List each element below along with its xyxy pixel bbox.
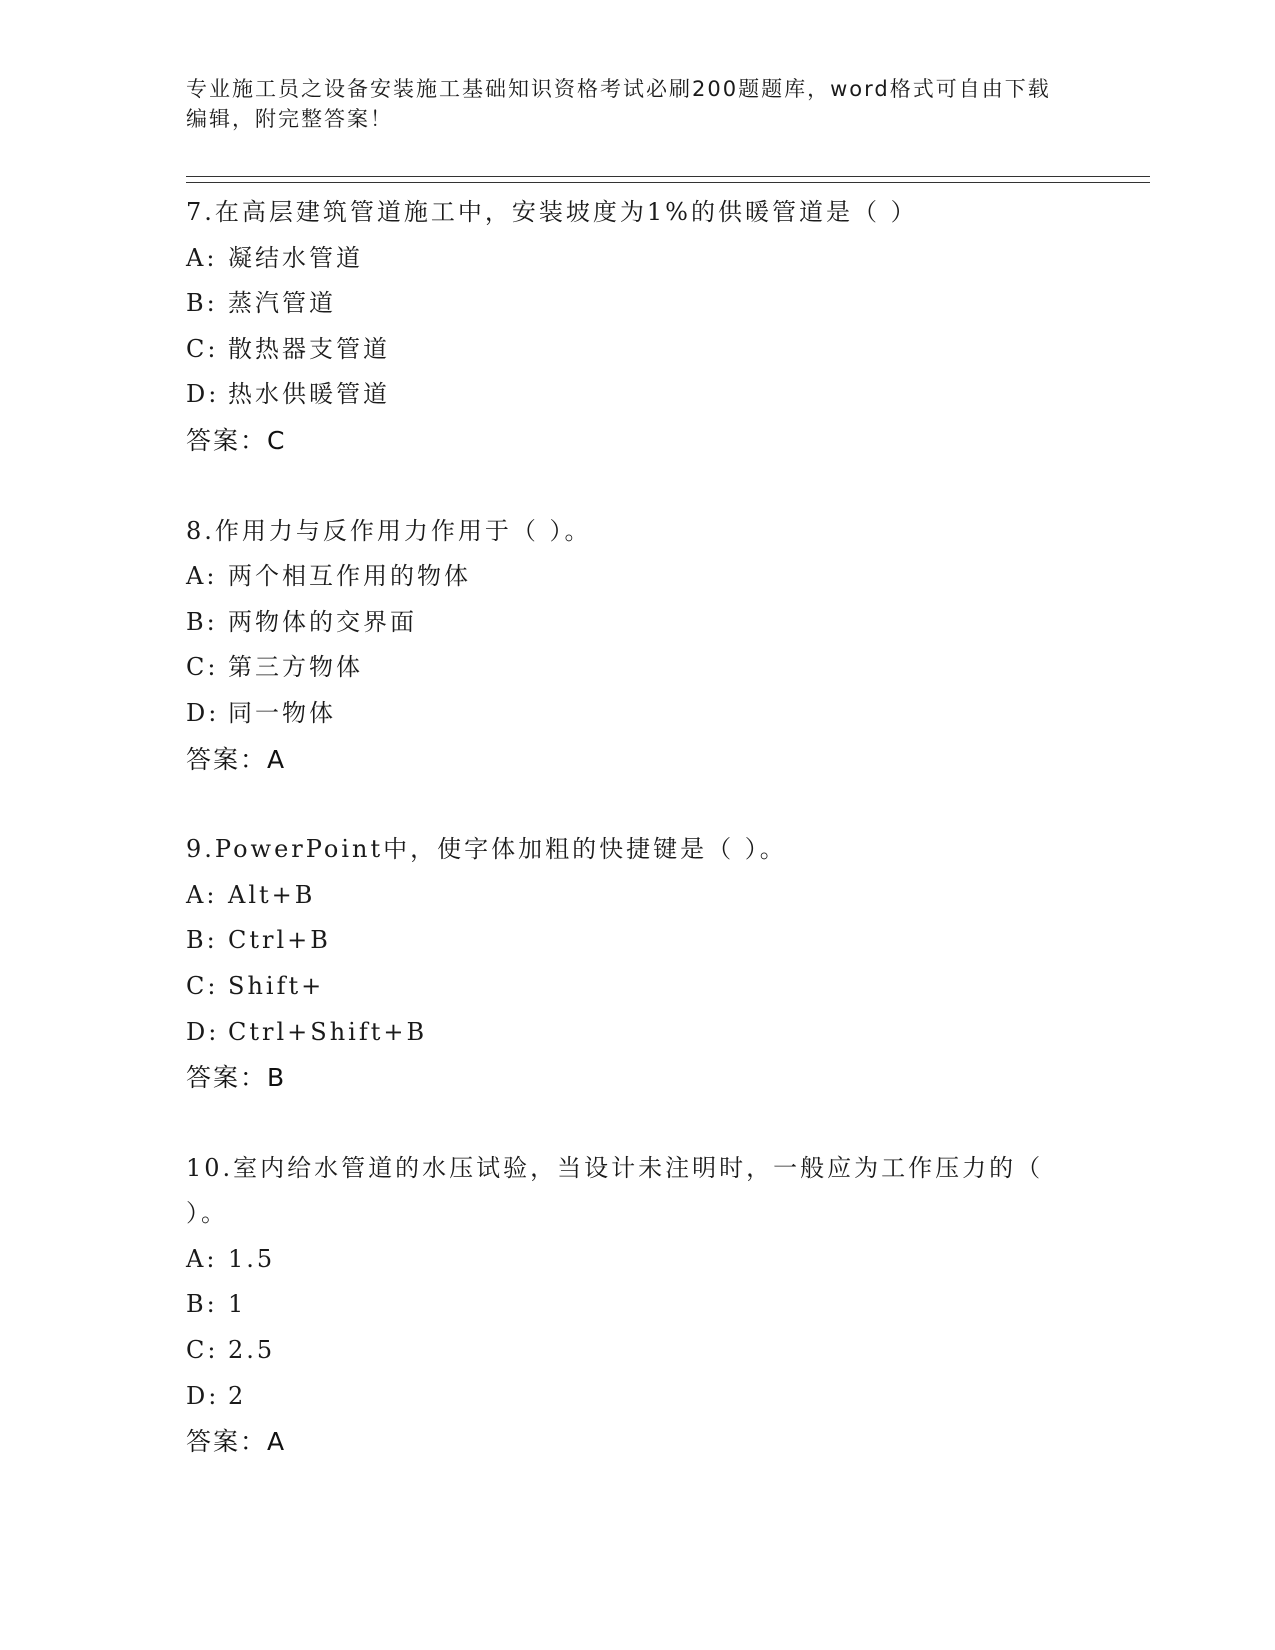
- question-title: 9.PowerPoint中，使字体加粗的快捷键是（ ）。: [186, 835, 787, 864]
- option-letter: A:: [186, 880, 218, 909]
- option-b: [186, 281, 1086, 327]
- question-10: [186, 1146, 1086, 1465]
- option-text: 蒸汽管道: [228, 289, 336, 318]
- option-text: 第三方物体: [228, 653, 363, 682]
- option-letter: A:: [186, 243, 218, 272]
- option-text: Shift+: [228, 971, 325, 1000]
- option-d: [186, 691, 1086, 737]
- option-letter: D:: [186, 380, 220, 409]
- option-text: 2.5: [228, 1336, 276, 1365]
- option-c: [186, 327, 1086, 373]
- option-text: Alt+B: [228, 880, 316, 909]
- question-title: 7.在高层建筑管道施工中，安装坡度为1%的供暖管道是（ ）: [186, 198, 918, 226]
- option-text: 两个相互作用的物体: [228, 562, 471, 591]
- question-7: [186, 190, 1086, 464]
- question-list: [186, 190, 1086, 1510]
- option-b: [186, 918, 1086, 964]
- answer-line: 答案：A: [186, 744, 287, 774]
- option-b: [186, 600, 1086, 646]
- option-c: [186, 964, 1086, 1010]
- option-letter: C:: [186, 334, 219, 363]
- option-letter: B:: [186, 926, 218, 955]
- header-divider-bottom: [186, 182, 1150, 183]
- option-text: 散热器支管道: [228, 334, 390, 363]
- option-text: 热水供暖管道: [228, 380, 390, 409]
- option-letter: D:: [186, 1381, 220, 1410]
- option-letter: C:: [186, 653, 219, 682]
- option-letter: C:: [186, 1336, 219, 1365]
- option-text: Ctrl+Shift+B: [228, 1017, 428, 1046]
- header-divider-top: [186, 176, 1150, 177]
- option-letter: B:: [186, 289, 218, 318]
- option-letter: C:: [186, 971, 219, 1000]
- question-title: 8.作用力与反作用力作用于（ ）。: [186, 516, 592, 545]
- option-text: 两物体的交界面: [228, 607, 417, 636]
- option-c: [186, 645, 1086, 691]
- option-text: 同一物体: [228, 698, 336, 727]
- question-8: [186, 509, 1086, 783]
- document-header: 专业施工员之设备安装施工基础知识资格考试必刷200题题库，word格式可自由下载编辑，附完整答案！: [186, 77, 1051, 131]
- option-text: Ctrl+B: [228, 926, 331, 955]
- option-b: [186, 1282, 1086, 1328]
- answer-line: 答案：C: [186, 425, 287, 455]
- answer-line: 答案：A: [186, 1427, 287, 1457]
- option-letter: D:: [186, 698, 220, 727]
- option-text: 2: [228, 1381, 247, 1410]
- option-c: [186, 1328, 1086, 1374]
- answer-line: 答案：B: [186, 1063, 287, 1093]
- option-letter: A:: [186, 562, 218, 591]
- option-text: 1.5: [228, 1244, 276, 1273]
- question-9: [186, 827, 1086, 1101]
- option-text: 凝结水管道: [228, 243, 363, 272]
- option-letter: A:: [186, 1244, 218, 1273]
- option-a: [186, 236, 1086, 282]
- option-d: [186, 1010, 1086, 1056]
- option-letter: B:: [186, 1290, 218, 1319]
- option-d: [186, 1374, 1086, 1420]
- option-a: [186, 554, 1086, 600]
- option-letter: D:: [186, 1017, 220, 1046]
- option-a: [186, 1237, 1086, 1283]
- question-title: 10.室内给水管道的水压试验，当设计未注明时，一般应为工作压力的（ ）。: [186, 1153, 1044, 1228]
- option-text: 1: [228, 1290, 247, 1319]
- option-letter: B:: [186, 607, 218, 636]
- option-d: [186, 372, 1086, 418]
- option-a: [186, 873, 1086, 919]
